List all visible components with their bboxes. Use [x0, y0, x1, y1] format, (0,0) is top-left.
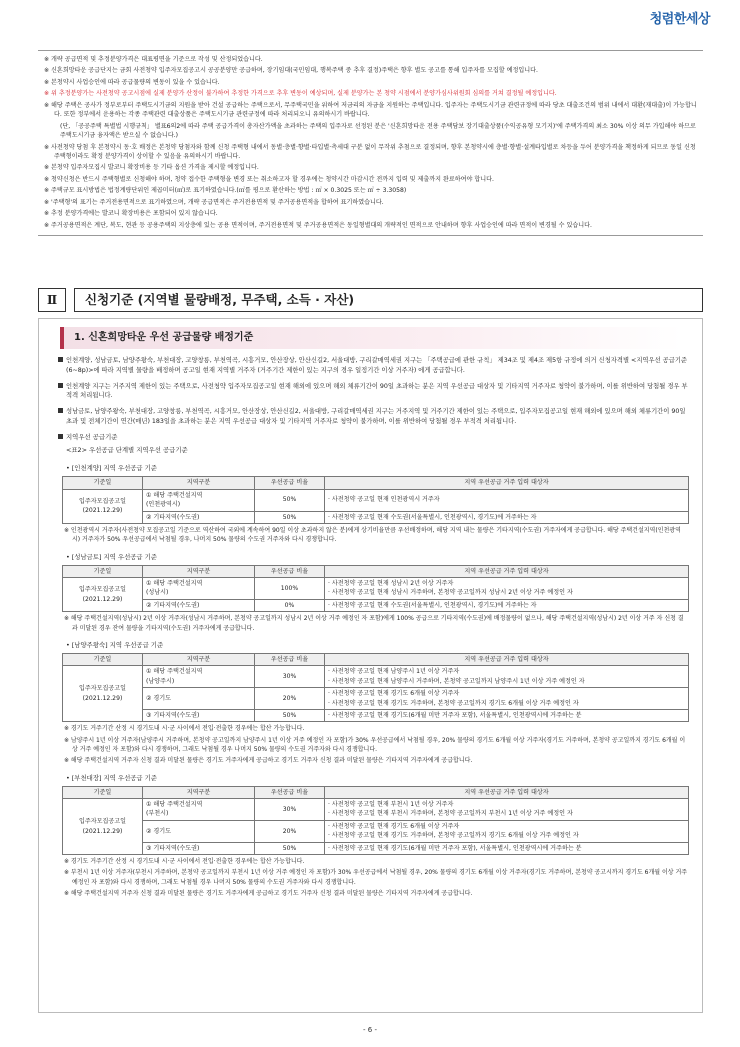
region-table: [62, 653, 689, 723]
table-header-row: [63, 653, 689, 665]
square-bullet-icon: [58, 434, 63, 439]
target-cell: · 사전청약 공고일 현재 수도권(서울특별시, 인천광역시, 경기도)에 거주하는 자: [325, 599, 689, 611]
ratio-cell: 50%: [255, 511, 325, 523]
region-table: [62, 565, 689, 613]
table-row: [63, 489, 689, 511]
region-table: [62, 476, 689, 524]
note-item: ※ '주택형'의 표기는 주거전용면적으로 표기하였으며, 개략 공급면적은 주거전용면적 및 주거공용면적을 합하여 표기하였습니다.: [44, 198, 384, 206]
note-item: ※ 청약신청은 반드시 주택형별로 신청해야 하며, 청약 접수한 주택형을 변경 또는 취소하고자 할 경우에는 청약시간 마감시간 전까지 입력 및 제출까지 완료하여야 합니다.: [44, 175, 494, 183]
note-item: ※ 해당 주택은 공사가 정부로부터 주택도시기금의 지원을 받아 건설 공급하는 주택으로서, 무주택국민을 위하여 저금리의 자금을 지원하는 주택입니다. 입주자는 주택도시기금 관련규정에 따라 당초 대출조건의 범위 내에서 대환(재대출)이 가능합니다. 또한 정부에서 운용하는 각종 주택관련 대출상품은 주택도시기금 관련규정에 따라 처리되오니 유의하시기 바랍니다.: [44, 101, 697, 119]
target-cell: · 사전청약 공고일 현재 인천광역시 거주자: [325, 489, 689, 511]
table-title: • [부천대장] 지역 우선공급 기준: [66, 773, 157, 782]
note-item: ※ 사전청약 당첨 후 본청약시 동·호 배정은 본청약 당첨자와 함께 신청 주택형 내에서 동별·층별·향별·타입별·측세대 구분 없이 무작위 추첨으로 결정되며, 향후 본청약시에 층별·향별·설계타입별로 차등을 두어 분양가격을 책정하게 되므로 동일 신청 주택형이라도 확정 분양가격이 상이할 수 있음을 유의하시기 바랍니다.: [44, 143, 696, 160]
column-header: 지역 우선공급 거주 입력 대상자: [325, 653, 689, 665]
column-header: 지역 우선공급 거주 입력 대상자: [325, 786, 689, 798]
table-note: ※ 해당 주택건설지역(성남시) 2년 이상 거주자(성남시 거주하며, 본청약 공고일까지 성남시 2년 이상 거주 예정인 자 포함)에게 100% 공급으로 기타지역(수도권)에 배정물량이 없으나, 해당 주택건설지역(성남시) 2년 이상 거주 자 신청 결과 미달된 경우 잔여 물량을 기타지역(수도권) 거주자에게 공급합니다.: [64, 615, 684, 632]
table-caption: <표2> 우선공급 단계별 지역우선 공급기준: [66, 446, 188, 455]
square-bullet-icon: [58, 357, 63, 362]
table-note: ※ 부천시 1년 이상 거주자(부천시 거주하며, 본청약 공고일까지 부천시 1년 이상 거주 예정인 자 포함)가 30% 우선공급에서 낙첨될 경우, 20% 물량의 경기도 6개월 이상 거주자(경기도 거주하며, 본청약 공고시까지 경기도 6개월 이상 거주 예정인 자 포함)와 다시 경쟁하며, 그래도 낙첨될 경우 나머지 50% 물량의 수도권 거주자와 다시 경쟁합니다.: [64, 869, 688, 886]
region-cell: ② 기타지역(수도권): [143, 599, 255, 611]
region-cell: ③ 기타지역(수도권): [143, 842, 255, 854]
column-header: 지역구분: [143, 477, 255, 489]
note-item: ※ 본청약 입주자모집시 발코니 확장비용 등 기타 옵션 가격을 제시할 예정입니다.: [44, 164, 259, 172]
target-cell: · 사전청약 공고일 현재 수도권(서울특별시, 인천광역시, 경기도)에 거주하는 자: [325, 511, 689, 523]
notes-box: [38, 50, 703, 236]
column-header: 지역구분: [143, 653, 255, 665]
column-header: 지역 우선공급 거주 입력 대상자: [325, 477, 689, 489]
logo: [650, 10, 710, 30]
column-header: 우선공급 비율: [255, 565, 325, 577]
ratio-cell: 20%: [255, 688, 325, 710]
table-note: ※ 경기도 거주기간 산정 시 경기도내 시·군 사이에서 전입·전출한 경우에는 합산 가능합니다.: [64, 725, 305, 733]
note-item: ※ 추정 분양가격에는 발코니 확장비용은 포함되어 있지 않습니다.: [44, 210, 218, 218]
paragraph: [58, 407, 688, 427]
subsection-header: [60, 327, 682, 349]
page-number: - 6 -: [363, 1026, 377, 1034]
column-header: 지역구분: [143, 786, 255, 798]
column-header: 기준일: [63, 565, 143, 577]
ratio-cell: 50%: [255, 489, 325, 511]
ratio-cell: 50%: [255, 709, 325, 721]
section-title: 신청기준 (지역별 물량배정, 무주택, 소득 · 자산): [74, 288, 703, 312]
note-item: (단, 「공공주택 특별법 시행규칙」 별표6의2에 따라 주택 공급가격이 총자산가액을 초과하는 주택의 입주자로 선정된 분은 '신혼희망타운 전용 주택담보 장기대출상품(수익공유형 모기지)'에 주택가격의 최소 30% 이상 의무 가입해야 하므로 주택도시기금 융자액은 받으실 수 없습니다.): [60, 122, 696, 140]
target-cell: · 사전청약 공고일 현재 경기도 6개월 이상 거주자 · 사전청약 공고일 현재 경기도 거주하며, 본청약 공고일까지 경기도 6개월 이상 거주 예정인 자: [325, 688, 689, 710]
paragraph-text: 인천계양 지구는 거주지역 제한이 있는 주택으로, 사전청약 입주자모집공고일 현재 해외에 있으며 해외 체류기간이 90일 초과하는 분은 지역 우선공급 대상자 및 기타지역 거주자로 청약이 불가하며, 이를 위반하여 당첨될 경우 부적격 처리됩니다.: [66, 382, 688, 400]
paragraph-text: 인천계양, 성남금토, 남양주왕숙, 부천대장, 고양창릉, 부천역곡, 시흥거모, 안산장상, 안산신길2, 서울대방, 구리갈매역세권 지구는 「주택공급에 관한 규칙」 제34조 및 제4조 제5항 규정에 의거 신청자격별 <지역우선 공급기준(6~8p)>에 따라 지역별 물량을 배정하며 공고일 현재 지역별 거주자 (거주기간 제한이 있는 지구의 경우 일정기간 이상 거주자) 에게 공급합니다.: [66, 357, 687, 374]
date-cell: 입주자모집공고일 (2021.12.29): [63, 666, 143, 722]
ratio-cell: 30%: [255, 666, 325, 688]
section-header: [38, 288, 703, 312]
paragraph: [58, 382, 688, 402]
note-item: ※ 개략 공급면적 및 추정분양가격은 대표평면을 기준으로 작성 및 산정되었습니다.: [44, 56, 263, 63]
table-row: [63, 820, 689, 842]
target-cell: · 사전청약 공고일 현재 경기도 6개월 이상 거주자 · 사전청약 공고일 현재 경기도 거주하며, 본청약 공고일까지 경기도 6개월 이상 거주 예정인 자: [325, 820, 689, 842]
ratio-cell: 0%: [255, 599, 325, 611]
column-header: 기준일: [63, 786, 143, 798]
note-item: ※ 본청약시 사업승인에 따라 공급물량의 변동이 있을 수 있습니다.: [44, 78, 220, 86]
table-title: • [남양주왕숙] 지역 우선공급 기준: [66, 640, 164, 649]
paragraph-text: 성남금토, 남양주왕숙, 부천대장, 고양창릉, 부천역곡, 시흥거모, 안산장상, 안산신길2, 서울대방, 구리갈매역세권 지구는 거주지역 및 거주기간 제한이 있는 주택으로, 입주자모집공고일 현재 해외에 있으며 해외 체류기간이 90일 초과 및 전체기간이 연간(매년) 183일을 초과하는 분은 지역 우선공급 대상자 및 기타지역 거주자로 청약이 불가하며, 이를 위반하여 당첨될 경우 부적격 처리됩니다.: [66, 408, 686, 425]
target-cell: · 사전청약 공고일 현재 남양주시 1년 이상 거주자 · 사전청약 공고일 현재 남양주시 거주하며, 본청약 공고일까지 남양주시 1년 이상 거주 예정인 자: [325, 666, 689, 688]
table-row: [63, 709, 689, 721]
table-row: [63, 842, 689, 854]
target-cell: · 사전청약 공고일 현재 경기도(6개월 미만 거주자 포함), 서울특별시, 인천광역시에 거주하는 분: [325, 709, 689, 721]
table-header-row: [63, 565, 689, 577]
date-cell: 입주자모집공고일 (2021.12.29): [63, 577, 143, 611]
column-header: 우선공급 비율: [255, 786, 325, 798]
square-bullet-icon: [58, 408, 63, 413]
target-cell: · 사전청약 공고일 현재 경기도(6개월 미만 거주자 포함), 서울특별시, 인천광역시에 거주하는 분: [325, 842, 689, 854]
note-item: ※ 위 추정분양가는 사전청약 공고시점에 실제 분양가 산정이 불가하여 추정한 가격으로 추후 변동이 예상되며, 실제 분양가는 본 청약 시점에서 분양가심사위원회 심의를 거쳐 결정될 예정입니다.: [44, 90, 557, 98]
region-cell: ① 해당 주택건설지역 (인천광역시): [143, 489, 255, 511]
ratio-cell: 100%: [255, 577, 325, 599]
date-cell: 입주자모집공고일 (2021.12.29): [63, 489, 143, 523]
target-cell: · 사전청약 공고일 현재 성남시 2년 이상 거주자 · 사전청약 공고일 현재 성남시 거주하며, 본청약 공고일까지 성남시 2년 이상 거주 예정인 자: [325, 577, 689, 599]
region-cell: ② 기타지역(수도권): [143, 511, 255, 523]
region-cell: ③ 기타지역(수도권): [143, 709, 255, 721]
table-row: [63, 511, 689, 523]
subsection-title: 1. 신혼희망타운 우선 공급물량 배정기준: [74, 332, 254, 344]
region-cell: ① 해당 주택건설지역 (남양주시): [143, 666, 255, 688]
ratio-cell: 20%: [255, 820, 325, 842]
table-note: ※ 인천광역시 거주자(사전청약 모집공고일 기준으로 역산하여 국외에 계속하여 90일 이상 초과하지 않은 분)에게 상기비율만큼 우선배정하며, 해당 지역 내는 물량은 기타지역(수도권) 거주자에게 공급합니다. 해당 주택건설지역(인천광역시) 거주자가 50% 우선공급에서 낙첨될 경우, 나머지 50% 물량의 수도권 거주자와 다시 경쟁합니다.: [64, 527, 681, 544]
table-note: ※ 남양주시 1년 이상 거주자(남양주시 거주하며, 본청약 공고일까지 남양주시 1년 이상 거주 예정인 자 포함)가 30% 우선공급에서 낙첨될 경우, 20% 물량의 경기도 6개월 이상 거주자(경기도 거주하며, 본청약 공고일까지 경기도 6개월 이상 거주 예정인 자 포함)와 다시 경쟁하며, 그래도 낙첨될 경우 나머지 50% 물량의 수도권 거주자와 다시 경쟁합니다.: [64, 736, 686, 754]
column-header: 지역 우선공급 거주 입력 대상자: [325, 565, 689, 577]
date-cell: 입주자모집공고일 (2021.12.29): [63, 798, 143, 854]
column-header: 우선공급 비율: [255, 653, 325, 665]
region-cell: ② 경기도: [143, 688, 255, 710]
table-title: • [성남금토] 지역 우선공급 기준: [66, 552, 157, 561]
region-label: 지역우선 공급기준: [58, 433, 688, 443]
note-item: ※ 주택규모 표시방법은 법정계량단위인 제곱미터(㎡)로 표기하였습니다.(㎡를 평으로 환산하는 방법 : ㎡ × 0.3025 또는 ㎡ ÷ 3.3058): [44, 187, 407, 195]
table-note: ※ 경기도 거주기간 산정 시 경기도내 시·군 사이에서 전입·전출한 경우에는 합산 가능합니다.: [64, 858, 305, 866]
square-bullet-icon: [58, 383, 63, 388]
region-cell: ① 해당 주택건설지역 (부천시): [143, 798, 255, 820]
table-row: [63, 688, 689, 710]
table-note: ※ 해당 주택건설지역 거주자 신청 결과 미달된 물량은 경기도 거주자에게 공급하고 경기도 거주자 신청 결과 미달된 물량은 기타지역 거주자에게 공급합니다.: [64, 890, 473, 898]
target-cell: · 사전청약 공고일 현재 부천시 1년 이상 거주자 · 사전청약 공고일 현재 부천시 거주하며, 본청약 공고일까지 부천시 1년 이상 거주 예정인 자: [325, 798, 689, 820]
table-header-row: [63, 477, 689, 489]
column-header: 우선공급 비율: [255, 477, 325, 489]
column-header: 기준일: [63, 477, 143, 489]
table-header-row: [63, 786, 689, 798]
table-row: [63, 798, 689, 820]
region-table: [62, 786, 689, 856]
logo-text: 청렴한세상: [649, 12, 710, 27]
note-item: ※ 신혼희망타운 공급단지는 금회 사전청약 입주자모집공고시 공공분양만 공급하며, 장기임대(국민임대, 행복주택 중 추후 결정)주택은 향후 별도 공고를 통해 입주자를 모집할 예정입니다.: [44, 67, 538, 75]
table-row: [63, 599, 689, 611]
table-row: [63, 577, 689, 599]
ratio-cell: 50%: [255, 842, 325, 854]
table-note: ※ 해당 주택건설지역 거주자 신청 결과 미달된 물량은 경기도 거주자에게 공급하고 경기도 거주자 신청 결과 미달된 물량은 기타지역 거주자에게 공급합니다.: [64, 757, 473, 765]
section-number: Ⅱ: [38, 288, 66, 312]
table-title: • [인천계양] 지역 우선공급 기준: [66, 464, 157, 473]
table-row: [63, 666, 689, 688]
column-header: 기준일: [63, 653, 143, 665]
ratio-cell: 30%: [255, 798, 325, 820]
column-header: 지역구분: [143, 565, 255, 577]
region-cell: ② 경기도: [143, 820, 255, 842]
main-content: [58, 356, 688, 899]
paragraph: [58, 356, 688, 376]
note-item: ※ 주거공용면적은 계단, 복도, 현관 등 공용주택의 지상층에 있는 공용 면적이며, 주거전용면적 및 주거공용면적은 동일형별대의 개략적인 면적으로 안내하며 향후 사업승인에 따라 면적이 변경될 수 있습니다.: [44, 221, 592, 229]
region-cell: ① 해당 주택건설지역 (성남시): [143, 577, 255, 599]
